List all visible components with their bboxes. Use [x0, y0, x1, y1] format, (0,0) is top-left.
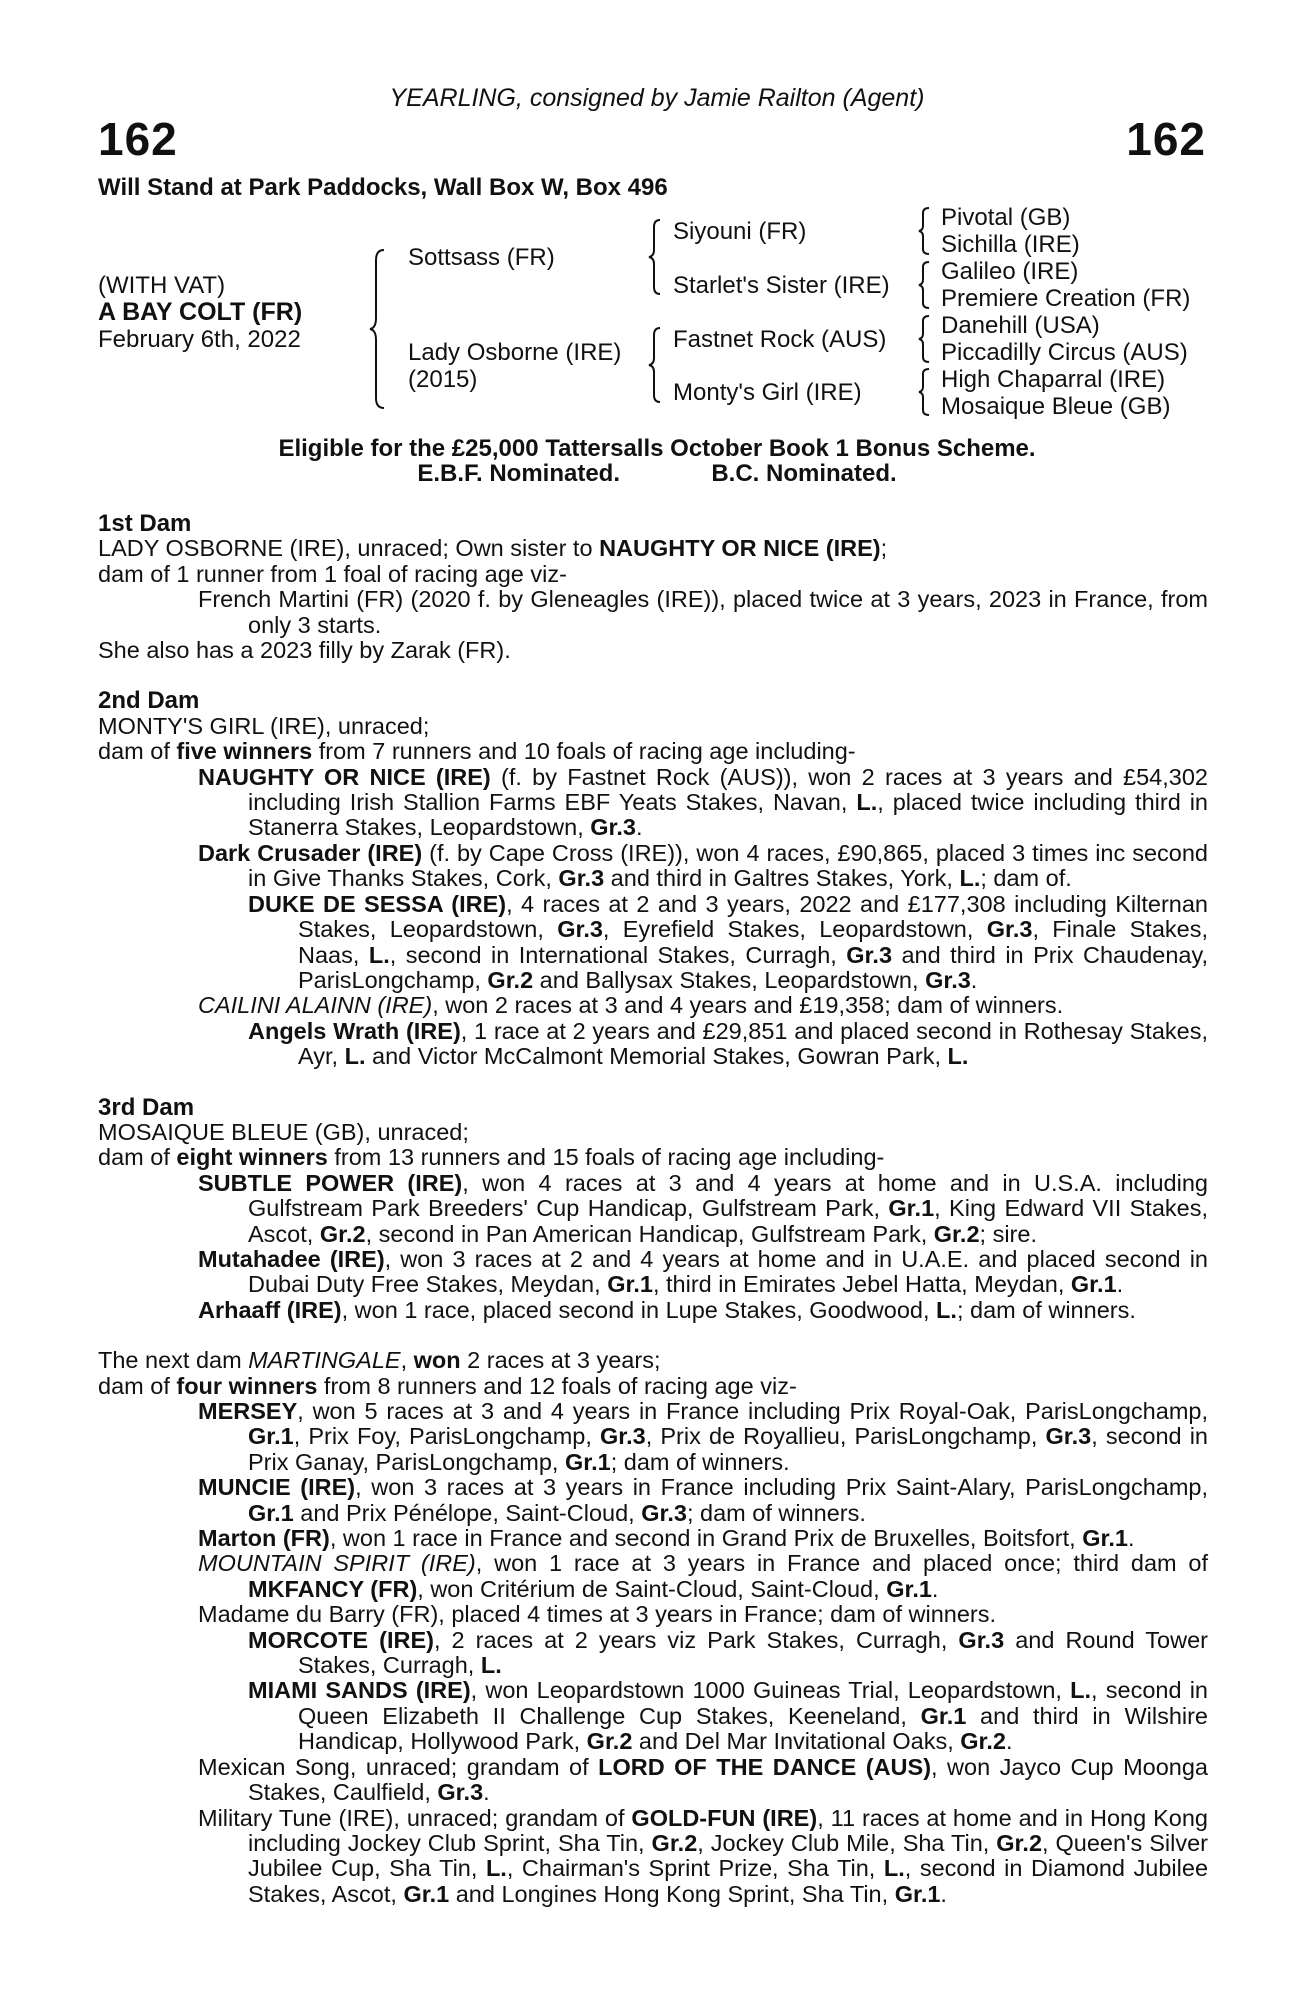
dam-year: (2015) [408, 366, 478, 393]
text: , won 4 races at 3 and 4 years at home and in U.S.A. including Gulfstream Park Breeders' Cup Handicap, Gulfstream Park, [248, 1169, 1208, 1222]
winners-count: five winners [176, 738, 313, 765]
brace-small-1-icon [917, 206, 931, 256]
text: . [931, 1575, 939, 1602]
next-dam-entry [98, 1755, 1208, 1806]
text: and Victor McCalmont Memorial Stakes, Gowran Park, [365, 1043, 948, 1070]
first-dam-runner: French Martini (FR) (2020 f. by Gleneagles (IRE)), placed twice at 3 years, 2023 in France, from only 3 starts. [198, 586, 1208, 638]
sire-dam-dam: Premiere Creation (FR) [941, 285, 1191, 312]
text: and third in Galtres Stakes, York, [604, 865, 960, 892]
text: . [940, 1880, 947, 1907]
text: . [1116, 1271, 1124, 1298]
sire-dam-sire: Galileo (IRE) [941, 258, 1079, 285]
second-dam-entry [98, 765, 1208, 841]
text: , Finale Stakes, Naas, [298, 916, 1209, 968]
grade: Gr.1 [894, 1880, 941, 1907]
grade: L. [344, 1043, 366, 1070]
text: , Prix de Royallieu, ParisLongchamp, [645, 1423, 1046, 1450]
horse-name: Dark Crusader (IRE) [198, 839, 423, 866]
second-dam-entry [98, 841, 1208, 892]
horse-name: NAUGHTY OR NICE (IRE) [599, 535, 881, 562]
horse-name: DUKE DE SESSA (IRE) [248, 890, 507, 917]
text: Mexican Song, unraced; grandam of [198, 1753, 599, 1780]
grade: Gr.1 [248, 1423, 294, 1450]
sire-sire-dam: Sichilla (IRE) [941, 231, 1080, 258]
second-dam-entry [98, 892, 1208, 994]
text: , 2 races at 2 years viz Park Stakes, Curragh, [433, 1626, 959, 1653]
grade: Gr.3 [1045, 1423, 1092, 1450]
horse-name: MOUNTAIN SPIRIT (IRE) [198, 1550, 476, 1577]
text: , 4 races at 2 and 3 years, 2022 and £177,308 including Kilternan Stakes, Leopardstown, [298, 890, 1208, 943]
sire-name: Sottsass (FR) [408, 244, 555, 271]
text: ; [880, 535, 888, 562]
text: from 13 runners and 15 foals of racing age including- [327, 1144, 885, 1171]
text: The next dam [98, 1347, 249, 1374]
text: , Eyrefield Stakes, Leopardstown, [602, 916, 987, 943]
next-dam-entry [98, 1628, 1208, 1679]
second-dam-heading: 2nd Dam [98, 687, 200, 715]
winners-count: eight winners [176, 1144, 328, 1171]
second-dam-produce [98, 739, 1208, 764]
text: , won 1 race, placed second in Lupe Stakes, Goodwood, [341, 1296, 937, 1323]
text: , third in Emirates Jebel Hatta, Meydan, [652, 1271, 1071, 1298]
next-dam-entry [98, 1678, 1208, 1754]
dam-dam-dam: Mosaique Bleue (GB) [941, 393, 1171, 420]
text: , Chairman's Sprint Prize, Sha Tin, [506, 1855, 884, 1882]
text: , won Critérium de Saint-Cloud, Saint-Cloud, [417, 1575, 887, 1602]
first-dam-also: She also has a 2023 filly by Zarak (FR). [98, 637, 511, 664]
text: , won 1 race in France and second in Grand Prix de Bruxelles, Boitsfort, [329, 1525, 1083, 1552]
text: , won 2 races at 3 and 4 years and £19,358; dam of winners. [432, 992, 1064, 1019]
sire-sire: Siyouni (FR) [673, 218, 807, 245]
text: and third in Prix Chaudenay, ParisLongchamp, [298, 941, 1209, 993]
text: (f. by Cape Cross (IRE)), won 4 races, £90,865, placed 3 times inc second in Give Thanks Stakes, Cork, [248, 839, 1208, 892]
text: , won Leopardstown 1000 Guineas Trial, Leopardstown, [470, 1677, 1071, 1704]
horse-name: MIAMI SANDS (IRE) [248, 1677, 471, 1704]
text: and Del Mar Invitational Oaks, [632, 1728, 961, 1755]
dam-sire: Fastnet Rock (AUS) [673, 326, 887, 353]
horse-name: Mutahadee (IRE) [198, 1245, 385, 1272]
next-dam-line [98, 1348, 1208, 1373]
text: and Prix Pénélope, Saint-Cloud, [293, 1499, 642, 1526]
lot-number-right: 162 [1126, 113, 1206, 165]
text: Military Tune (IRE), unraced; grandam of [198, 1804, 632, 1831]
horse-name: GOLD-FUN (IRE) [631, 1804, 818, 1831]
text: , King Edward VII Stakes, Ascot, [248, 1195, 1208, 1247]
text: . [1005, 1728, 1013, 1755]
second-dam-entry [98, 993, 1208, 1018]
grade: Gr.3 [590, 814, 636, 841]
grade: Gr.2 [651, 1829, 698, 1856]
text: , won 3 races at 3 years in France including Prix Saint-Alary, ParisLongchamp, [355, 1474, 1209, 1501]
next-dam-produce [98, 1374, 1208, 1399]
text: . [636, 814, 643, 841]
consignment-line: YEARLING, consigned by Jamie Railton (Agent) [389, 84, 925, 112]
dam-brace-icon [647, 326, 663, 404]
text: , second in Diamond Jubilee Stakes, Ascot, [248, 1855, 1209, 1907]
horse-name: SUBTLE POWER (IRE) [198, 1169, 463, 1196]
dam-sire-dam: Piccadilly Circus (AUS) [941, 339, 1188, 366]
next-dam-entry: Madame du Barry (FR), placed 4 times at 3 years in France; dam of winners. [198, 1601, 997, 1628]
text: ; dam of. [980, 865, 1072, 892]
text: and third in Wilshire Handicap, Hollywood Park, [298, 1702, 1209, 1755]
next-dam-entry [98, 1551, 1208, 1602]
text: , placed twice including third in Stanerra Stakes, Leopardstown, [248, 789, 1208, 841]
grade: Gr.1 [248, 1499, 294, 1526]
text: , Jockey Club Mile, Sha Tin, [697, 1829, 997, 1856]
grade: Gr.3 [986, 916, 1033, 943]
text: , second in Queen Elizabeth II Challenge Cup Stakes, Keeneland, [298, 1677, 1209, 1729]
grade: Gr.3 [958, 1626, 1005, 1653]
dam-name: Lady Osborne (IRE) [408, 339, 622, 366]
stand-location: Will Stand at Park Paddocks, Wall Box W, Box 496 [98, 174, 668, 201]
lot-name: A BAY COLT (FR) [98, 298, 303, 326]
third-dam-entry [98, 1247, 1208, 1298]
vat-note: (WITH VAT) [98, 272, 226, 299]
text: , Prix Foy, ParisLongchamp, [293, 1423, 600, 1450]
second-dam-entry [98, 1019, 1208, 1070]
grade: Gr.1 [1070, 1271, 1117, 1298]
text: , won 1 race at 3 years in France and placed once; third dam of [475, 1550, 1209, 1577]
sire-dam: Starlet's Sister (IRE) [673, 272, 890, 299]
text: ; dam of winners. [686, 1499, 866, 1526]
text: dam of [98, 1144, 177, 1171]
grade: Gr.3 [925, 966, 971, 993]
grade: L. [883, 1855, 905, 1882]
brace-small-2-icon [917, 260, 931, 310]
horse-name: CAILINI ALAINN (IRE) [198, 992, 433, 1019]
text: . [483, 1779, 490, 1806]
grade: Gr.1 [403, 1880, 450, 1907]
horse-name: Marton (FR) [198, 1525, 330, 1552]
grade: Gr.3 [437, 1779, 484, 1806]
next-dam-entry [98, 1399, 1208, 1475]
grade: L. [368, 941, 390, 968]
third-dam-entry [98, 1171, 1208, 1247]
horse-name: MUNCIE (IRE) [198, 1474, 356, 1501]
horse-name: MORCOTE (IRE) [248, 1626, 434, 1653]
text: , won Jayco Cup Moonga Stakes, Caulfield, [248, 1753, 1208, 1806]
text: (f. by Fastnet Rock (AUS)), won 2 races at 3 years and £54,302 including Irish Stallion Farms EBF Yeats Stakes, Navan, [248, 763, 1208, 816]
third-dam-entry [98, 1298, 1208, 1323]
grade: L. [959, 865, 981, 892]
sire-brace-icon [647, 218, 663, 296]
grade: L. [936, 1296, 957, 1323]
lot-number-left: 162 [98, 113, 178, 165]
first-dam-heading: 1st Dam [98, 510, 192, 537]
grade: Gr.1 [888, 1195, 935, 1222]
text: 2 races at 3 years; [460, 1347, 661, 1374]
foaling-date: February 6th, 2022 [98, 326, 301, 353]
dam-dam: Monty's Girl (IRE) [673, 379, 862, 406]
third-dam-produce [98, 1145, 1208, 1170]
next-dam-entry [98, 1526, 1208, 1551]
text: LADY OSBORNE (IRE), unraced; Own sister to [98, 535, 600, 562]
horse-name: Angels Wrath (IRE) [248, 1017, 461, 1044]
grade: Gr.3 [600, 1423, 646, 1450]
grade: Gr.3 [557, 916, 603, 943]
grade: L. [947, 1043, 969, 1070]
second-dam-line: MONTY'S GIRL (IRE), unraced; [98, 712, 430, 739]
text: , [400, 1347, 414, 1374]
text: and Round Tower Stakes, Curragh, [298, 1626, 1208, 1679]
horse-name: LORD OF THE DANCE (AUS) [598, 1753, 932, 1780]
sire-sire-sire: Pivotal (GB) [941, 204, 1071, 231]
text: , Queen's Silver Jubilee Cup, Sha Tin, [248, 1829, 1208, 1882]
horse-name: MERSEY [198, 1398, 298, 1424]
text: , second in International Stakes, Curragh, [389, 941, 847, 968]
third-dam-heading: 3rd Dam [98, 1093, 195, 1121]
grade: Gr.1 [1082, 1525, 1128, 1552]
eligibility-block [0, 436, 1314, 486]
third-dam-line: MOSAIQUE BLEUE (GB), unraced; [98, 1118, 469, 1145]
text: ; dam of winners. [956, 1296, 1136, 1323]
horse-name: NAUGHTY OR NICE (IRE) [198, 763, 491, 790]
text: , second in Prix Ganay, ParisLongchamp, [248, 1423, 1209, 1475]
text: ; sire. [979, 1220, 1037, 1247]
text: from 7 runners and 10 foals of racing age including- [312, 738, 856, 765]
grade: Gr.3 [846, 941, 893, 968]
brace-small-4-icon [917, 367, 931, 417]
ebf-nominated: E.B.F. Nominated. [417, 460, 620, 487]
brace-small-3-icon [917, 314, 931, 364]
grade: Gr.1 [607, 1271, 653, 1298]
text: ; dam of winners. [610, 1448, 790, 1475]
nominations [0, 461, 1314, 486]
dam-sire-sire: Danehill (USA) [941, 312, 1100, 339]
text: , 11 races at home and in Hong Kong including Jockey Club Sprint, Sha Tin, [248, 1804, 1208, 1856]
winners-count: four winners [176, 1372, 318, 1399]
grade: L. [480, 1652, 502, 1679]
next-dam-entry [98, 1475, 1208, 1526]
grade: Gr.2 [487, 966, 534, 993]
grade: Gr.3 [558, 865, 605, 892]
grade: Gr.1 [564, 1448, 611, 1475]
catalogue-body [98, 511, 1208, 1907]
text: , second in Pan American Handicap, Gulfstream Park, [365, 1220, 934, 1247]
grade: Gr.2 [586, 1728, 633, 1755]
text: , won 3 races at 2 and 4 years at home and in U.A.E. and placed second in Dubai Duty Free Stakes, Meydan, [248, 1245, 1208, 1298]
grade: Gr.3 [641, 1499, 687, 1526]
bc-nominated: B.C. Nominated. [711, 460, 897, 487]
next-dam-entry [98, 1806, 1208, 1908]
text: . [1127, 1525, 1135, 1552]
text: . [970, 966, 978, 993]
horse-name: Arhaaff (IRE) [198, 1296, 342, 1323]
text: and Longines Hong Kong Sprint, Sha Tin, [449, 1880, 895, 1907]
dam-dam-sire: High Chaparral (IRE) [941, 366, 1166, 393]
grade: L. [856, 789, 878, 816]
grade: Gr.2 [319, 1220, 366, 1247]
text: from 8 runners and 12 foals of racing age viz- [317, 1372, 797, 1399]
grade: Gr.1 [920, 1702, 967, 1729]
horse-name: MKFANCY (FR) [248, 1575, 418, 1602]
grade: Gr.2 [960, 1728, 1006, 1755]
horse-name: MARTINGALE [248, 1347, 401, 1374]
text: and Ballysax Stakes, Leopardstown, [533, 966, 926, 993]
grade: Gr.2 [996, 1829, 1043, 1856]
first-dam-produce: dam of 1 runner from 1 foal of racing age viz- [98, 560, 567, 587]
main-brace-icon [368, 248, 388, 410]
grade: Gr.1 [886, 1575, 932, 1602]
grade: Gr.2 [933, 1220, 980, 1247]
first-dam-line [98, 536, 1208, 561]
won-label: won [413, 1347, 461, 1374]
bonus-scheme: Eligible for the £25,000 Tattersalls October Book 1 Bonus Scheme. [278, 435, 1036, 462]
text: , 1 race at 2 years and £29,851 and placed second in Rothesay Stakes, Ayr, [298, 1017, 1208, 1070]
text: dam of [98, 738, 177, 765]
grade: L. [485, 1855, 507, 1882]
grade: L. [1070, 1677, 1092, 1704]
text: , won 5 races at 3 and 4 years in France including Prix Royal-Oak, ParisLongchamp, [297, 1398, 1208, 1424]
text: dam of [98, 1372, 177, 1399]
